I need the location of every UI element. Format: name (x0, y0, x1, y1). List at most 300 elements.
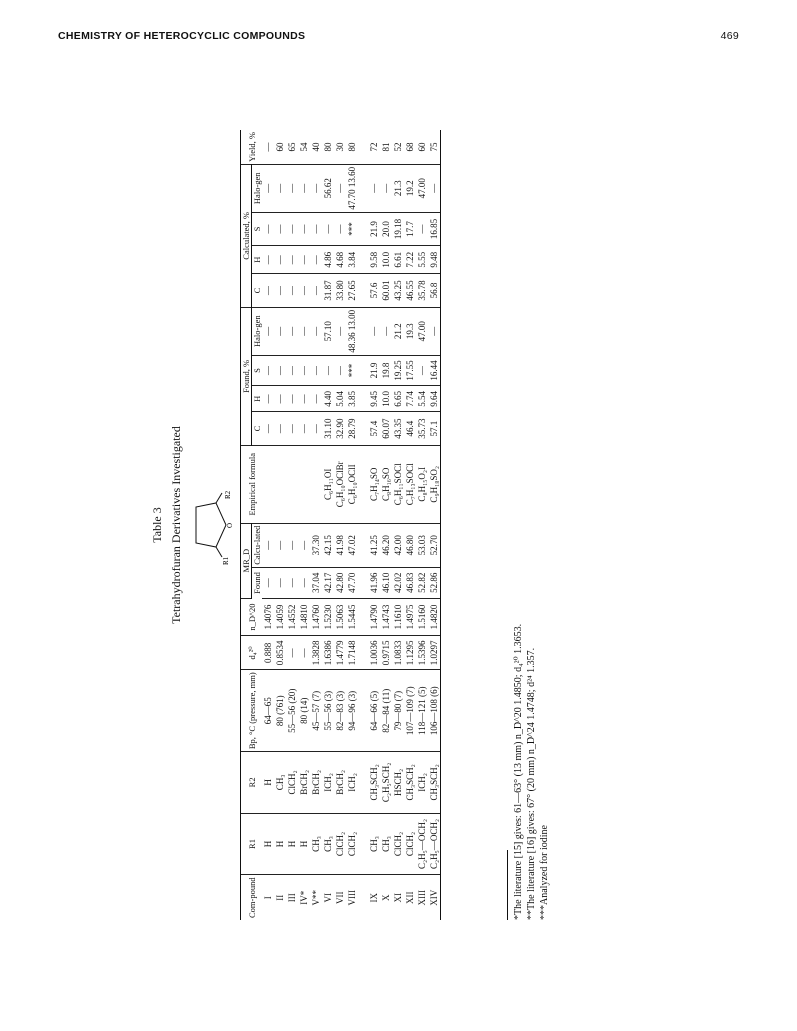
table-cell-r2: HSCH₂ (392, 752, 404, 813)
table-cell-id: I (263, 896, 273, 900)
table-cell-cx: — (310, 164, 322, 212)
table-cell-cc: — (262, 274, 274, 308)
table-cell-r1: H (298, 813, 310, 875)
table-cell-id: X (381, 894, 391, 901)
table-cell-fh: — (274, 386, 286, 412)
table-cell-r2: ICH₂ (416, 752, 428, 813)
table-cell-bp: 94—96 (3) (346, 670, 358, 752)
table-cell-fs: — (334, 355, 346, 386)
table-cell-fh: — (262, 386, 274, 412)
table-cell-mrc: 52.70 (428, 523, 441, 567)
table-cell-formula (262, 445, 274, 523)
table-cell-formula: C₈H₁₅O₂I (416, 445, 428, 523)
header-yield: Yield, % (241, 130, 263, 164)
table-cell-fh: 9.64 (428, 386, 441, 412)
oxygen-label: O (226, 522, 234, 528)
table-cell-fc: 31.10 (322, 412, 334, 446)
table-cell-cx: 21.3 (392, 164, 404, 212)
table-cell-fx: 48.36 13.00 (346, 307, 358, 355)
table-cell-yield: 40 (310, 130, 322, 164)
table-cell-mrc: 41.25 (368, 523, 380, 567)
data-table (240, 130, 441, 920)
footnote-3: ***Analyzed for iodine (539, 825, 550, 920)
table-cell-bp: 64—66 (5) (368, 670, 380, 752)
table-title: Tetrahydrofuran Derivatives Investigated (169, 426, 183, 624)
header-calc-c: C (252, 274, 263, 308)
table-cell-mrf: 46.83 (404, 567, 416, 598)
table-cell-cc: 31.87 (322, 274, 334, 308)
table-cell-cs: *** (346, 212, 358, 246)
header-refractive-index: n_D^20 (241, 598, 263, 636)
table-row (416, 130, 428, 920)
table-cell-fs: — (262, 355, 274, 386)
table-cell-formula (274, 445, 286, 523)
table-cell-ch: — (274, 246, 286, 274)
table-row (298, 130, 310, 920)
table-cell-mrc: 42.15 (322, 523, 334, 567)
table-cell-yield: 54 (298, 130, 310, 164)
table-cell-r1: H (274, 813, 286, 875)
table-cell-n: 1.4790 (368, 598, 380, 636)
table-cell-formula: C₇H₁₃SOCl (404, 445, 416, 523)
table-cell-fc: 32.90 (334, 412, 346, 446)
table-row (274, 130, 286, 920)
table-cell-id: XIII (417, 889, 427, 906)
table-cell-d: 1.3828 (310, 636, 322, 670)
table-cell-fc: — (262, 412, 274, 446)
table-cell-n: 1.1610 (392, 598, 404, 636)
header-mr-calculated: Calcu-lated (252, 523, 263, 567)
table-cell-fc: 35.73 (416, 412, 428, 446)
table-cell-mrf: 52.86 (428, 567, 441, 598)
table-cell-bp: 82—83 (3) (334, 670, 346, 752)
table-cell-cs: — (416, 212, 428, 246)
table-cell-n: 1.4552 (286, 598, 298, 636)
table-cell-cx: — (380, 164, 392, 212)
table-cell-d: 0.9715 (380, 636, 392, 670)
table-cell-ch: — (310, 246, 322, 274)
table-cell-yield: 80 (322, 130, 334, 164)
table-cell-r2: CH₃SCH₂ (368, 752, 380, 813)
footnote-rule (507, 850, 508, 920)
table-cell-mrf: 37.04 (310, 567, 322, 598)
footnote-1: *The literature [15] gives: 61—63° (13 mm) n_D^20 1.4850; d₄²⁰ 1.3653. (513, 623, 524, 920)
table-cell-yield: — (262, 130, 274, 164)
table-cell-cc: 56.8 (428, 274, 441, 308)
table-cell-fs: 17.55 (404, 355, 416, 386)
table-cell-fc: 28.79 (346, 412, 358, 446)
table-cell-mrf: — (298, 567, 310, 598)
table-cell-d: 1.7148 (346, 636, 358, 670)
table-cell-cx: 47.00 (416, 164, 428, 212)
table-cell-fs: *** (346, 355, 358, 386)
table-cell-ch: — (262, 246, 274, 274)
table-cell-n: 1.4810 (298, 598, 310, 636)
table-cell-n: 1.5445 (346, 598, 358, 636)
table-cell-fs: — (298, 355, 310, 386)
header-found-c: C (252, 412, 263, 446)
table-cell-ch: 9.58 (368, 246, 380, 274)
table-cell-fs: 21.9 (368, 355, 380, 386)
r2-label: R2 (224, 490, 232, 499)
table-cell-fx: 47.00 (416, 307, 428, 355)
table-cell-mrf: — (262, 567, 274, 598)
table-cell-cc: 33.80 (334, 274, 346, 308)
table-cell-bp: 79—80 (7) (392, 670, 404, 752)
header-calc-s: S (252, 212, 263, 246)
table-cell-fs: — (322, 355, 334, 386)
table-cell-r1: ClCH₂ (334, 813, 346, 875)
table-row (286, 130, 298, 920)
header-density: d₄²⁰ (241, 636, 263, 670)
header-calc-halogen: Halo-gen (252, 164, 263, 212)
table-cell-r1: CH₃ (310, 813, 322, 875)
table-body (262, 130, 441, 920)
table-cell-cs: 20.0 (380, 212, 392, 246)
table-cell-ch: 5.55 (416, 246, 428, 274)
table-cell-fc: — (274, 412, 286, 446)
running-header-title: CHEMISTRY OF HETEROCYCLIC COMPOUNDS (58, 30, 306, 42)
table-cell-r2: CH₃SCH₂ (428, 752, 441, 813)
table-cell-d: — (298, 636, 310, 670)
table-cell-cs: — (298, 212, 310, 246)
table-cell-cs: — (274, 212, 286, 246)
table-cell-formula (298, 445, 310, 523)
table-cell-n: 1.5063 (334, 598, 346, 636)
table-cell-fc: 57.1 (428, 412, 441, 446)
header-mr-found: Found (252, 572, 262, 594)
r1-label: R1 (222, 556, 230, 565)
table-cell-yield: 60 (274, 130, 286, 164)
table-cell-mrc: — (274, 523, 286, 567)
table-cell-fx: — (274, 307, 286, 355)
table-cell-d: — (286, 636, 298, 670)
table-cell-ch: 3.84 (346, 246, 358, 274)
table-cell-cs: — (322, 212, 334, 246)
table-cell-r1: CH₃ (368, 813, 380, 875)
table-cell-ch: 4.86 (322, 246, 334, 274)
table-cell-formula (310, 445, 322, 523)
header-r1: R1 (241, 813, 263, 875)
table-cell-mrc: — (286, 523, 298, 567)
table-cell-cx: — (334, 164, 346, 212)
table-cell-cs: — (334, 212, 346, 246)
table-cell-fs: — (274, 355, 286, 386)
table-cell-n: 1.4743 (380, 598, 392, 636)
table-cell-cs: — (310, 212, 322, 246)
table-cell-mrf: 42.80 (334, 567, 346, 598)
table-cell-r2: BrCH₂ (310, 752, 322, 813)
table-cell-mrc: 41.98 (334, 523, 346, 567)
table-cell-fx: 19.3 (404, 307, 416, 355)
table-cell-id: V** (311, 889, 321, 906)
table-row (346, 130, 358, 920)
table-cell-fh: 7.74 (404, 386, 416, 412)
table-cell-fx: — (298, 307, 310, 355)
table-cell-formula: C₆H₁₀OClBr (334, 445, 346, 523)
table-cell-d: 1.0297 (428, 636, 441, 670)
table-cell-n: 1.4820 (428, 598, 441, 636)
table-cell-d: 1.5396 (416, 636, 428, 670)
table-cell-n: 1.5230 (322, 598, 334, 636)
table-cell-cc: — (274, 274, 286, 308)
table-cell-ch: 10.0 (380, 246, 392, 274)
table-cell-cx: 19.2 (404, 164, 416, 212)
table-cell-mrc: 47.02 (346, 523, 358, 567)
table-label: Table 3 (150, 507, 164, 543)
table-cell-yield: 80 (346, 130, 358, 164)
table-cell-fx: — (368, 307, 380, 355)
row-spacer (358, 130, 368, 920)
table-cell-mrf: 42.17 (322, 567, 334, 598)
table-cell-yield: 72 (368, 130, 380, 164)
table-cell-fh: — (298, 386, 310, 412)
footnote-2: **The literature [16] gives: 67° (20 mm) n_D^24 1.4748; d²⁴ 1.357. (526, 647, 537, 920)
table-cell-formula: C₇H₁₄SO (368, 445, 380, 523)
table-cell-mrf: 52.82 (416, 567, 428, 598)
rotated-table-block (18, 130, 553, 920)
table-cell-fs: 19.8 (380, 355, 392, 386)
table-cell-n: 1.5160 (416, 598, 428, 636)
table-cell-id: XII (405, 891, 415, 904)
table-cell-mrc: 46.20 (380, 523, 392, 567)
table-cell-fx: — (428, 307, 441, 355)
table-cell-r2: BrCH₂ (298, 752, 310, 813)
table-cell-r2: ClCH₂ (286, 752, 298, 813)
header-found-group: Found, % (241, 307, 252, 445)
table-cell-fc: — (310, 412, 322, 446)
table-cell-fs: 19.25 (392, 355, 404, 386)
table-cell-bp: 80 (14) (298, 670, 310, 752)
table-cell-cs: 16.85 (428, 212, 441, 246)
table-cell-d: 0.8534 (274, 636, 286, 670)
table-cell-fc: — (286, 412, 298, 446)
table-cell-ch: 6.61 (392, 246, 404, 274)
table-cell-r2: H (262, 752, 274, 813)
table-cell-cs: 19.18 (392, 212, 404, 246)
table-cell-cc: 60.01 (380, 274, 392, 308)
table-cell-id: VI (323, 892, 333, 903)
table-cell-mrc: 37.30 (310, 523, 322, 567)
table-cell-yield: 52 (392, 130, 404, 164)
table-cell-cc: 57.6 (368, 274, 380, 308)
table-cell-id: II (275, 894, 285, 901)
table-cell-formula: C₆H₁₁SOCl (392, 445, 404, 523)
header-compound: Com-pound (241, 875, 263, 920)
table-cell-fh: 10.0 (380, 386, 392, 412)
table-cell-mrc: — (262, 523, 274, 567)
page-number: 469 (720, 30, 739, 42)
table-cell-fs: — (310, 355, 322, 386)
table-cell-fh: — (286, 386, 298, 412)
table-cell-d: 1.0036 (368, 636, 380, 670)
table-cell-fs: — (286, 355, 298, 386)
table-cell-formula: C₉H₁₈SO₂ (428, 445, 441, 523)
table-cell-cx: — (298, 164, 310, 212)
table-cell-yield: 81 (380, 130, 392, 164)
table-cell-fx: — (310, 307, 322, 355)
table-cell-mrc: 42.00 (392, 523, 404, 567)
table-cell-ch: 9.48 (428, 246, 441, 274)
table-cell-r2: CH₃ (274, 752, 286, 813)
table-cell-fx: — (286, 307, 298, 355)
table-cell-cc: 35.78 (416, 274, 428, 308)
table-row (428, 130, 441, 920)
table-cell-n: 1.4059 (274, 598, 286, 636)
table-cell-fh: 3.85 (346, 386, 358, 412)
table-cell-fc: 60.07 (380, 412, 392, 446)
table-cell-d: 1.1295 (404, 636, 416, 670)
table-cell-yield: 60 (416, 130, 428, 164)
table-cell-n: 1.4760 (310, 598, 322, 636)
table-cell-yield: 68 (404, 130, 416, 164)
table-row (404, 130, 416, 920)
table-cell-bp: 82—84 (11) (380, 670, 392, 752)
table-row (380, 130, 392, 920)
table-cell-fx: 21.2 (392, 307, 404, 355)
table-cell-cs: 17.7 (404, 212, 416, 246)
table-row (310, 130, 322, 920)
table-cell-r1: ClCH₂ (346, 813, 358, 875)
table-cell-fh: 9.45 (368, 386, 380, 412)
table-cell-cc: 27.65 (346, 274, 358, 308)
table-cell-id: VIII (347, 889, 357, 906)
table-cell-cx: — (286, 164, 298, 212)
table-cell-cc: — (310, 274, 322, 308)
table-cell-mrc: — (298, 523, 310, 567)
table-cell-d: 1.4779 (334, 636, 346, 670)
table-cell-yield: 30 (334, 130, 346, 164)
table-row (262, 130, 274, 920)
table-cell-r1: CH₃ (380, 813, 392, 875)
table-cell-fx: — (334, 307, 346, 355)
table-cell-cc: — (286, 274, 298, 308)
table-cell-r1: H (262, 813, 274, 875)
table-cell-n: 1.4975 (404, 598, 416, 636)
table-cell-bp: 45—57 (7) (310, 670, 322, 752)
table-cell-d: 0.888 (262, 636, 274, 670)
table-cell-cx: 56.62 (322, 164, 334, 212)
table-cell-id: XIV (428, 875, 441, 920)
header-r2: R2 (241, 752, 263, 813)
table-cell-formula (286, 445, 298, 523)
tetrahydrofuran-structure-diagram (188, 485, 232, 565)
table-cell-fx: — (262, 307, 274, 355)
table-cell-r1: CH₃ (322, 813, 334, 875)
table-row (392, 130, 404, 920)
table-row (334, 130, 346, 920)
table-cell-cs: 21.9 (368, 212, 380, 246)
table-cell-cx: — (368, 164, 380, 212)
table-cell-fs: 16.44 (428, 355, 441, 386)
table-cell-cc: 43.25 (392, 274, 404, 308)
table-cell-formula: C₆H₁₀OClI (346, 445, 358, 523)
table-cell-yield: 65 (286, 130, 298, 164)
table-cell-mrf: 42.02 (392, 567, 404, 598)
table-cell-formula: C₆H₁₁OI (322, 445, 334, 523)
table-cell-mrf: — (286, 567, 298, 598)
table-cell-cc: 46.55 (404, 274, 416, 308)
table-cell-d: 1.6386 (322, 636, 334, 670)
table-cell-fs: — (416, 355, 428, 386)
table-cell-fc: 46.4 (404, 412, 416, 446)
table-cell-cx: — (428, 164, 441, 212)
table-cell-fh: 4.40 (322, 386, 334, 412)
table-cell-r2: ICH₂ (322, 752, 334, 813)
table-cell-ch: 7.22 (404, 246, 416, 274)
table-cell-r1: H (286, 813, 298, 875)
table-cell-id: IX (369, 892, 379, 903)
table-cell-id: VII (335, 891, 345, 904)
table-cell-mrf: 46.10 (380, 567, 392, 598)
table-cell-fx: — (380, 307, 392, 355)
table-cell-ch: — (286, 246, 298, 274)
header-found-s: S (252, 355, 263, 386)
header-found-halogen: Halo-gen (252, 307, 263, 355)
table-cell-fc: 57.4 (368, 412, 380, 446)
header-mr: MR_D (241, 523, 252, 598)
table-cell-mrf: 47.70 (346, 567, 358, 598)
table-cell-ch: 4.68 (334, 246, 346, 274)
table-cell-fh: — (310, 386, 322, 412)
table-cell-cx: — (274, 164, 286, 212)
table-cell-formula: C₈H₁₆SO (380, 445, 392, 523)
table-cell-fh: 5.54 (416, 386, 428, 412)
table-cell-r2: BrCH₂ (334, 752, 346, 813)
header-calc-h: H (252, 246, 263, 274)
table-cell-cx: — (262, 164, 274, 212)
table-cell-bp: 55—56 (20) (286, 670, 298, 752)
table-cell-id: XI (393, 892, 403, 903)
table-cell-fx: 57.10 (322, 307, 334, 355)
table-cell-bp: 107—109 (7) (404, 670, 416, 752)
table-cell-r1: ClCH₂ (392, 813, 404, 875)
table-cell-r2: C₂H₅SCH₂ (380, 752, 392, 813)
table-cell-r2: ICH₂ (346, 752, 358, 813)
header-formula: Empirical formula (241, 445, 263, 523)
table-cell-mrf: 41.96 (368, 567, 380, 598)
table-cell-mrc: 53.03 (416, 523, 428, 567)
table-cell-r1: C₂H₅—OCH₂ (416, 813, 428, 875)
table-cell-cs: — (262, 212, 274, 246)
table-cell-cx: 47.70 13.60 (346, 164, 358, 212)
table-cell-mrc: 46.80 (404, 523, 416, 567)
header-bp: Bp, °C (pressure, mm) (241, 670, 263, 752)
table-cell-r1: ClCH₂ (404, 813, 416, 875)
table-cell-n: 1.4076 (262, 598, 274, 636)
table-cell-cc: — (298, 274, 310, 308)
table-cell-r2: CH₃SCH₂ (404, 752, 416, 813)
table-cell-fh: 6.65 (392, 386, 404, 412)
table-cell-id: IV* (299, 890, 309, 905)
table-row (368, 130, 380, 920)
table-cell-bp: 64—65 (262, 670, 274, 752)
table-row (322, 130, 334, 920)
header-calculated-group: Calculated, % (241, 164, 252, 307)
table-cell-cs: — (286, 212, 298, 246)
table-cell-fh: 5.04 (334, 386, 346, 412)
table-cell-fc: 43.35 (392, 412, 404, 446)
table-cell-yield: 75 (428, 130, 441, 164)
table-cell-ch: — (298, 246, 310, 274)
table-cell-mrf: — (274, 567, 286, 598)
table-cell-d: 1.0833 (392, 636, 404, 670)
header-found-h: H (252, 386, 263, 412)
table-cell-bp: 55—56 (3) (322, 670, 334, 752)
table-cell-bp: 106—108 (6) (428, 670, 441, 752)
table-cell-bp: 80 (761) (274, 670, 286, 752)
table-cell-id: III (287, 893, 297, 903)
